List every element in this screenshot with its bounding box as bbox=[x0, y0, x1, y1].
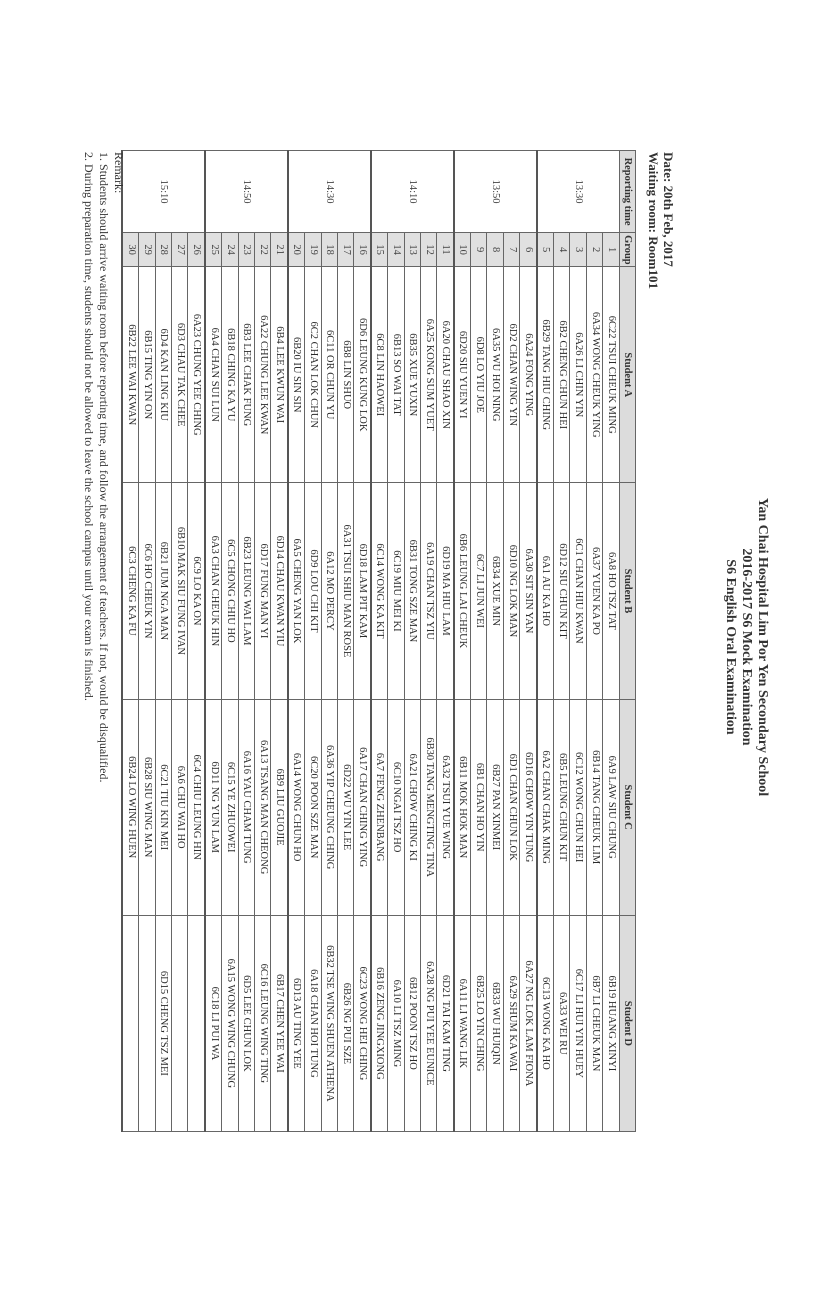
student-a-cell: 6B8 LIN SHUO bbox=[337, 267, 353, 483]
student-d-cell: 6D13 AU TING YEE bbox=[288, 915, 305, 1131]
group-cell: 21 bbox=[271, 233, 288, 267]
student-a-cell: 6D2 CHAN WING YIN bbox=[503, 267, 519, 483]
group-cell: 15 bbox=[371, 233, 388, 267]
group-cell: 12 bbox=[420, 233, 436, 267]
student-a-cell: 6B4 LEE KWUN WAI bbox=[271, 267, 288, 483]
student-c-cell: 6A2 CHAN CHAK MING bbox=[537, 699, 554, 915]
student-d-cell: 6A28 NG PUI YEE EUNICE bbox=[420, 915, 436, 1131]
schedule-body bbox=[122, 151, 619, 1132]
student-a-cell: 6B29 TANG HIU CHING bbox=[537, 267, 554, 483]
student-b-cell: 6C6 HO CHEUK YIN bbox=[139, 483, 155, 699]
student-a-cell: 6A34 WONG CHEUK YING bbox=[586, 267, 602, 483]
table-row bbox=[404, 151, 420, 1132]
student-b-cell: 6A8 HO TSZ TAT bbox=[603, 483, 619, 699]
student-c-cell: 6B28 SIU WING MAN bbox=[139, 699, 155, 915]
group-cell: 17 bbox=[337, 233, 353, 267]
table-row bbox=[603, 151, 619, 1132]
group-cell: 14 bbox=[388, 233, 404, 267]
reporting-time-cell: 14:10 bbox=[371, 151, 454, 233]
remark-item: 1. Students should arrive waiting room before reporting time, and follow the arrangement of teachers. If not, would be disqualified. bbox=[97, 152, 111, 783]
student-c-cell: 6C15 YE ZHUOWEI bbox=[222, 699, 238, 915]
student-d-cell: 6B12 POON TSZ HO bbox=[404, 915, 420, 1131]
student-a-cell: 6A4 CHAN SUI LUN bbox=[205, 267, 222, 483]
group-cell: 4 bbox=[554, 233, 570, 267]
student-c-cell: 6A6 CHU WAI HO bbox=[172, 699, 188, 915]
student-c-cell: 6B5 LEUNG CHUN KIT bbox=[554, 699, 570, 915]
student-a-cell: 6A23 CHUNG YEE CHING bbox=[188, 267, 205, 483]
student-d-cell: 6B33 WU HUIQIN bbox=[487, 915, 503, 1131]
table-row bbox=[238, 151, 254, 1132]
school-name: Yan Chai Hospital Lim Por Yen Secondary School bbox=[755, 497, 770, 797]
reporting-time-cell: 14:50 bbox=[205, 151, 288, 233]
table-row bbox=[371, 151, 388, 1132]
table-row bbox=[388, 151, 404, 1132]
exam-name: 2016-2017 S6 Mock Examination bbox=[739, 548, 754, 746]
student-b-cell: 6C1 CHAN HIU KWAN bbox=[570, 483, 586, 699]
table-row bbox=[503, 151, 519, 1132]
student-d-cell bbox=[139, 915, 155, 1131]
group-cell: 18 bbox=[321, 233, 337, 267]
student-a-cell: 6B20 IU SIN SIN bbox=[288, 267, 305, 483]
student-a-cell: 6D8 LO YIU JOE bbox=[471, 267, 487, 483]
student-c-cell: 6D1 CHAN CHUN LOK bbox=[503, 699, 519, 915]
header-reporting-time: Reporting time bbox=[619, 151, 635, 233]
group-cell: 7 bbox=[503, 233, 519, 267]
student-c-cell: 6A21 CHOW CHING KI bbox=[404, 699, 420, 915]
student-c-cell: 6A7 FENG ZHENBANG bbox=[371, 699, 388, 915]
student-b-cell: 6A3 CHAN CHEUK HIN bbox=[205, 483, 222, 699]
student-a-cell: 6A20 CHAU SHAO XIN bbox=[437, 267, 454, 483]
student-b-cell: 6B6 LEUNG LAI CHEUK bbox=[454, 483, 471, 699]
table-row bbox=[570, 151, 586, 1132]
student-a-cell: 6B22 LEE WAI KWAN bbox=[122, 267, 139, 483]
student-c-cell: 6C21 TIU KIN MEI bbox=[155, 699, 171, 915]
student-b-cell: 6D12 SIU CHUN KIT bbox=[554, 483, 570, 699]
student-a-cell: 6A25 KONG SUM YUET bbox=[420, 267, 436, 483]
reporting-time-cell: 13:30 bbox=[537, 151, 619, 233]
student-b-cell: 6A37 YUEN KA PO bbox=[586, 483, 602, 699]
group-cell: 13 bbox=[404, 233, 420, 267]
student-b-cell: 6C7 LI JUN WEI bbox=[471, 483, 487, 699]
student-c-cell: 6A32 TSUI YUE WING bbox=[437, 699, 454, 915]
student-b-cell: 6C19 MIU MEI KI bbox=[388, 483, 404, 699]
student-c-cell: 6D11 NG YUN LAM bbox=[205, 699, 222, 915]
student-b-cell: 6D18 LAM PIT KAM bbox=[354, 483, 371, 699]
student-c-cell: 6A14 WONG CHUN HO bbox=[288, 699, 305, 915]
reporting-time-cell: 14:30 bbox=[288, 151, 371, 233]
table-row bbox=[172, 151, 188, 1132]
reporting-time-cell: 13:50 bbox=[454, 151, 537, 233]
student-a-cell: 6B2 CHENG CHUN HEI bbox=[554, 267, 570, 483]
student-a-cell: 6A35 WU HOI NING bbox=[487, 267, 503, 483]
header-student-b: Student B bbox=[619, 483, 635, 699]
student-b-cell: 6A5 CHENG YAN LOK bbox=[288, 483, 305, 699]
student-c-cell: 6D22 WU YIN LEE bbox=[337, 699, 353, 915]
student-c-cell: 6B14 TANG CHEUK LIM bbox=[586, 699, 602, 915]
student-b-cell: 6A1 AU KA HO bbox=[537, 483, 554, 699]
student-d-cell: 6C17 LI HUI YIN HUEY bbox=[570, 915, 586, 1131]
schedule-table bbox=[121, 150, 636, 1132]
table-row bbox=[354, 151, 371, 1132]
table-row bbox=[271, 151, 288, 1132]
table-row bbox=[420, 151, 436, 1132]
student-c-cell: 6C10 NGAI TSZ HO bbox=[388, 699, 404, 915]
exam-subject: S6 English Oral Examination bbox=[723, 559, 738, 735]
student-a-cell: 6B18 CHING KA YU bbox=[222, 267, 238, 483]
group-cell: 29 bbox=[139, 233, 155, 267]
group-cell: 3 bbox=[570, 233, 586, 267]
student-d-cell: 6B26 NG PUI SZE bbox=[337, 915, 353, 1131]
group-cell: 5 bbox=[537, 233, 554, 267]
student-c-cell: 6B30 TANG MENGTING TINA bbox=[420, 699, 436, 915]
student-c-cell: 6A16 YAU CHAM TUNG bbox=[238, 699, 254, 915]
table-row bbox=[554, 151, 570, 1132]
student-b-cell: 6D19 MA HIU LAM bbox=[437, 483, 454, 699]
student-c-cell: 6C4 CHIU LEUNG HIN bbox=[188, 699, 205, 915]
student-a-cell: 6C11 OR CHUN YU bbox=[321, 267, 337, 483]
group-cell: 11 bbox=[437, 233, 454, 267]
student-b-cell: 6D17 FUNG MAN YI bbox=[255, 483, 271, 699]
table-row bbox=[288, 151, 305, 1132]
student-d-cell: 6C18 LI PUI WA bbox=[205, 915, 222, 1131]
student-b-cell: 6B34 XUE MIN bbox=[487, 483, 503, 699]
remarks-heading: Remark: bbox=[112, 152, 126, 194]
student-a-cell: 6D4 KAN LING KIU bbox=[155, 267, 171, 483]
student-c-cell: 6A13 TSANG MAN CHEONG bbox=[255, 699, 271, 915]
student-d-cell: 6D5 LEE CHUN LOK bbox=[238, 915, 254, 1131]
group-cell: 28 bbox=[155, 233, 171, 267]
group-cell: 6 bbox=[520, 233, 537, 267]
group-cell: 16 bbox=[354, 233, 371, 267]
group-cell: 19 bbox=[305, 233, 321, 267]
student-a-cell: 6A24 FONG YING bbox=[520, 267, 537, 483]
student-c-cell: 6B9 LIU GUOJIE bbox=[271, 699, 288, 915]
table-row bbox=[586, 151, 602, 1132]
table-row bbox=[205, 151, 222, 1132]
student-d-cell: 6C13 WONG KA HO bbox=[537, 915, 554, 1131]
header-group: Group bbox=[619, 233, 635, 267]
student-b-cell: 6C3 CHENG KA FU bbox=[122, 483, 139, 699]
table-row bbox=[321, 151, 337, 1132]
student-d-cell: 6A10 LI TSZ MING bbox=[388, 915, 404, 1131]
remarks bbox=[81, 152, 126, 783]
group-cell: 24 bbox=[222, 233, 238, 267]
student-d-cell: 6B19 HUANG XINYI bbox=[603, 915, 619, 1131]
group-cell: 10 bbox=[454, 233, 471, 267]
group-cell: 1 bbox=[603, 233, 619, 267]
student-c-cell: 6B27 PAN XINMEI bbox=[487, 699, 503, 915]
group-cell: 20 bbox=[288, 233, 305, 267]
student-b-cell: 6A19 CHAN TSZ YIU bbox=[420, 483, 436, 699]
student-a-cell: 6B15 TING YIN ON bbox=[139, 267, 155, 483]
group-cell: 22 bbox=[255, 233, 271, 267]
exam-meta bbox=[646, 152, 676, 289]
student-b-cell: 6B23 LEUNG WAI LAM bbox=[238, 483, 254, 699]
student-a-cell: 6B3 LEE CHAK FUNG bbox=[238, 267, 254, 483]
student-b-cell: 6B31 TONG SZE MAN bbox=[404, 483, 420, 699]
student-c-cell: 6B1 CHAN HO YIN bbox=[471, 699, 487, 915]
student-d-cell: 6A15 WONG WING CHUNG bbox=[222, 915, 238, 1131]
table-row bbox=[139, 151, 155, 1132]
student-d-cell: 6B25 LO YIN CHING bbox=[471, 915, 487, 1131]
student-a-cell: 6A26 LI CHIN YIN bbox=[570, 267, 586, 483]
group-cell: 2 bbox=[586, 233, 602, 267]
header-student-a: Student A bbox=[619, 267, 635, 483]
student-d-cell: 6B17 CHEN YEE WAI bbox=[271, 915, 288, 1131]
student-d-cell: 6B16 ZENG JINGXIONG bbox=[371, 915, 388, 1131]
remark-item: 2. During preparation time, students should not be allowed to leave the school campus until your exam is finished. bbox=[82, 152, 96, 701]
student-c-cell: 6C20 POON SZE MAN bbox=[305, 699, 321, 915]
table-row bbox=[520, 151, 537, 1132]
table-row bbox=[337, 151, 353, 1132]
student-c-cell: 6A17 CHAN CHING YING bbox=[354, 699, 371, 915]
header-student-d: Student D bbox=[619, 915, 635, 1131]
student-d-cell: 6A29 SHUM KA WAI bbox=[503, 915, 519, 1131]
student-d-cell bbox=[172, 915, 188, 1131]
student-a-cell: 6C8 LIN HAOWEI bbox=[371, 267, 388, 483]
student-d-cell bbox=[188, 915, 205, 1131]
student-b-cell: 6D14 CHAU KWAN YIU bbox=[271, 483, 288, 699]
group-cell: 25 bbox=[205, 233, 222, 267]
group-cell: 30 bbox=[122, 233, 139, 267]
student-c-cell: 6D16 CHOW YIN TUNG bbox=[520, 699, 537, 915]
student-b-cell: 6A31 TSUI SHIU MAN ROSE bbox=[337, 483, 353, 699]
table-row bbox=[437, 151, 454, 1132]
student-d-cell: 6D21 TAI KAM TING bbox=[437, 915, 454, 1131]
reporting-time-cell: 15:10 bbox=[122, 151, 205, 233]
group-cell: 27 bbox=[172, 233, 188, 267]
group-cell: 23 bbox=[238, 233, 254, 267]
student-b-cell: 6A12 MO PERCY bbox=[321, 483, 337, 699]
table-row bbox=[471, 151, 487, 1132]
table-header-row bbox=[619, 151, 635, 1132]
student-a-cell: 6D6 LEUNG KUNG LOK bbox=[354, 267, 371, 483]
group-cell: 26 bbox=[188, 233, 205, 267]
student-d-cell: 6A27 NG LOK LAM FIONA bbox=[520, 915, 537, 1131]
waiting-room: Waiting room: Room101 bbox=[646, 152, 661, 289]
student-a-cell: 6B35 XUE YUXIN bbox=[404, 267, 420, 483]
student-a-cell: 6D20 SIU YUEN YI bbox=[454, 267, 471, 483]
student-c-cell: 6C12 WONG CHUN HEI bbox=[570, 699, 586, 915]
student-b-cell: 6D10 NG LOK MAN bbox=[503, 483, 519, 699]
student-a-cell: 6D3 CHAU TAK CHEE bbox=[172, 267, 188, 483]
student-c-cell: 6B11 MOK HOK MAN bbox=[454, 699, 471, 915]
student-d-cell: 6A33 WEI RU bbox=[554, 915, 570, 1131]
student-b-cell: 6C5 CHONG CHIU HO bbox=[222, 483, 238, 699]
student-b-cell: 6A30 SIT SIN YAN bbox=[520, 483, 537, 699]
group-cell: 8 bbox=[487, 233, 503, 267]
student-d-cell: 6C23 WONG HEI CHING bbox=[354, 915, 371, 1131]
student-a-cell: 6B13 SO WAI TAT bbox=[388, 267, 404, 483]
student-b-cell: 6C14 WONG KA KIT bbox=[371, 483, 388, 699]
exam-date: Date: 20th Feb, 2017 bbox=[661, 152, 676, 267]
student-d-cell: 6C16 LEUNG WING TING bbox=[255, 915, 271, 1131]
student-d-cell: 6D15 CHENG TSZ MEI bbox=[155, 915, 171, 1131]
student-b-cell: 6B21 JUM NGA MAN bbox=[155, 483, 171, 699]
student-b-cell: 6C9 LO KA ON bbox=[188, 483, 205, 699]
student-a-cell: 6A22 CHUNG LEE KWAN bbox=[255, 267, 271, 483]
student-c-cell: 6B24 LO WING HUEN bbox=[122, 699, 139, 915]
table-row bbox=[487, 151, 503, 1132]
table-row bbox=[255, 151, 271, 1132]
table-row bbox=[305, 151, 321, 1132]
table-row bbox=[188, 151, 205, 1132]
student-c-cell: 6A9 LAW SIU CHUNG bbox=[603, 699, 619, 915]
student-d-cell: 6A11 LI WANG LIK bbox=[454, 915, 471, 1131]
student-d-cell bbox=[122, 915, 139, 1131]
student-d-cell: 6A18 CHAN HOI TUNG bbox=[305, 915, 321, 1131]
table-row bbox=[155, 151, 171, 1132]
group-cell: 9 bbox=[471, 233, 487, 267]
table-row bbox=[454, 151, 471, 1132]
table-row bbox=[537, 151, 554, 1132]
student-a-cell: 6C22 TSUI CHEUK MING bbox=[603, 267, 619, 483]
student-d-cell: 6B32 TSE WING SHUEN ATHENA bbox=[321, 915, 337, 1131]
header-student-c: Student C bbox=[619, 699, 635, 915]
student-c-cell: 6A36 YIP CHEUNG CHING bbox=[321, 699, 337, 915]
student-b-cell: 6B10 MAK SIU FUNG IVAN bbox=[172, 483, 188, 699]
student-a-cell: 6C2 CHAN LOK CHUN bbox=[305, 267, 321, 483]
document-title bbox=[722, 0, 770, 1294]
table-row bbox=[222, 151, 238, 1132]
student-b-cell: 6D9 LOU CHI KIT bbox=[305, 483, 321, 699]
student-d-cell: 6B7 LI CHEUK MAN bbox=[586, 915, 602, 1131]
